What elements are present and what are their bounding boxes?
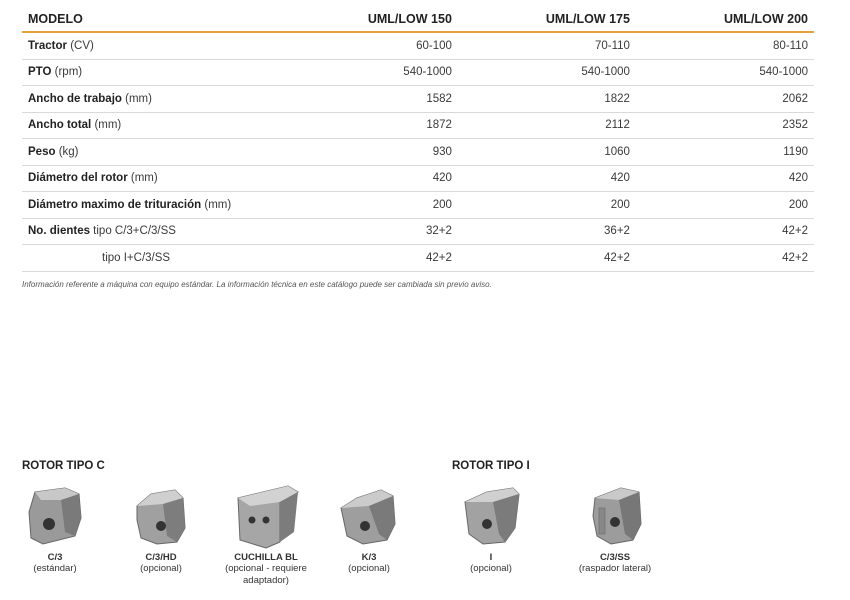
header-uml-low-150: UML/LOW 150	[280, 8, 458, 32]
table-cell: 540-1000	[636, 59, 814, 86]
table-cell: 2062	[636, 86, 814, 113]
row-label: tipo I+C/3/SS	[22, 245, 280, 272]
table-cell: 200	[458, 192, 636, 219]
table-row	[22, 86, 814, 113]
table-cell: 1582	[280, 86, 458, 113]
table-cell: 36+2	[458, 218, 636, 245]
table-cell: 42+2	[458, 245, 636, 272]
part-code: I	[489, 552, 493, 563]
table-header-row	[22, 8, 814, 32]
table-cell: 1190	[636, 139, 814, 166]
part-note: (opcional)	[348, 563, 390, 574]
part-note: (opcional - requiere adaptador)	[225, 563, 307, 586]
tooth-k3-image	[335, 484, 403, 550]
tooth-c3-hd-image	[127, 484, 195, 550]
header-model: MODELO	[22, 8, 280, 32]
part-code: C/3	[47, 552, 63, 563]
row-label: Tractor (CV)	[22, 32, 280, 59]
part-i	[436, 484, 546, 575]
tooth-i-image	[457, 484, 525, 550]
part-c3-hd	[106, 484, 216, 575]
table-cell: 80-110	[636, 32, 814, 59]
table-cell: 60-100	[280, 32, 458, 59]
table-row	[22, 245, 814, 272]
table-row	[22, 192, 814, 219]
table-cell: 200	[636, 192, 814, 219]
part-k3	[314, 484, 424, 575]
table-row	[22, 112, 814, 139]
table-row	[22, 165, 814, 192]
table-cell: 70-110	[458, 32, 636, 59]
part-c3-ss	[560, 484, 670, 575]
table-cell: 42+2	[636, 245, 814, 272]
part-note: (estándar)	[33, 563, 77, 574]
table-cell: 1060	[458, 139, 636, 166]
table-cell: 2112	[458, 112, 636, 139]
row-label: Peso (kg)	[22, 139, 280, 166]
table-cell: 420	[280, 165, 458, 192]
part-code: C/3/SS	[599, 552, 631, 563]
table-cell: 420	[458, 165, 636, 192]
table-cell: 42+2	[636, 218, 814, 245]
row-label: No. dientes tipo C/3+C/3/SS	[22, 218, 280, 245]
rotor-c-title: ROTOR TIPO C	[22, 460, 105, 472]
spec-table	[22, 8, 814, 272]
part-code: K/3	[361, 552, 377, 563]
row-label: PTO (rpm)	[22, 59, 280, 86]
table-cell: 2352	[636, 112, 814, 139]
table-row	[22, 139, 814, 166]
rotor-i-title: ROTOR TIPO I	[452, 460, 530, 472]
tooth-c3-image	[21, 484, 89, 550]
row-label: Ancho de trabajo (mm)	[22, 86, 280, 113]
part-note: (opcional)	[470, 563, 512, 574]
tooth-c3-ss-image	[581, 484, 649, 550]
footnote: Información referente a máquina con equipo estándar. La información técnica en este catálogo puede ser cambiada sin previo aviso.	[22, 280, 492, 289]
table-cell: 540-1000	[280, 59, 458, 86]
table-row	[22, 32, 814, 59]
row-label: Diámetro maximo de trituración (mm)	[22, 192, 280, 219]
part-cuchilla-bl	[211, 484, 321, 587]
table-cell: 1822	[458, 86, 636, 113]
table-cell: 42+2	[280, 245, 458, 272]
table-cell: 32+2	[280, 218, 458, 245]
table-cell: 1872	[280, 112, 458, 139]
part-note: (opcional)	[140, 563, 182, 574]
header-uml-low-175: UML/LOW 175	[458, 8, 636, 32]
part-code: C/3/HD	[145, 552, 177, 563]
table-row	[22, 218, 814, 245]
table-cell: 420	[636, 165, 814, 192]
part-code: CUCHILLA BL	[234, 552, 298, 563]
part-note: (raspador lateral)	[578, 563, 652, 574]
table-cell: 200	[280, 192, 458, 219]
table-row	[22, 59, 814, 86]
header-uml-low-200: UML/LOW 200	[636, 8, 814, 32]
table-cell: 540-1000	[458, 59, 636, 86]
part-c3	[0, 484, 110, 575]
table-cell: 930	[280, 139, 458, 166]
blade-bl-image	[230, 484, 302, 550]
row-label: Ancho total (mm)	[22, 112, 280, 139]
row-label: Diámetro del rotor (mm)	[22, 165, 280, 192]
